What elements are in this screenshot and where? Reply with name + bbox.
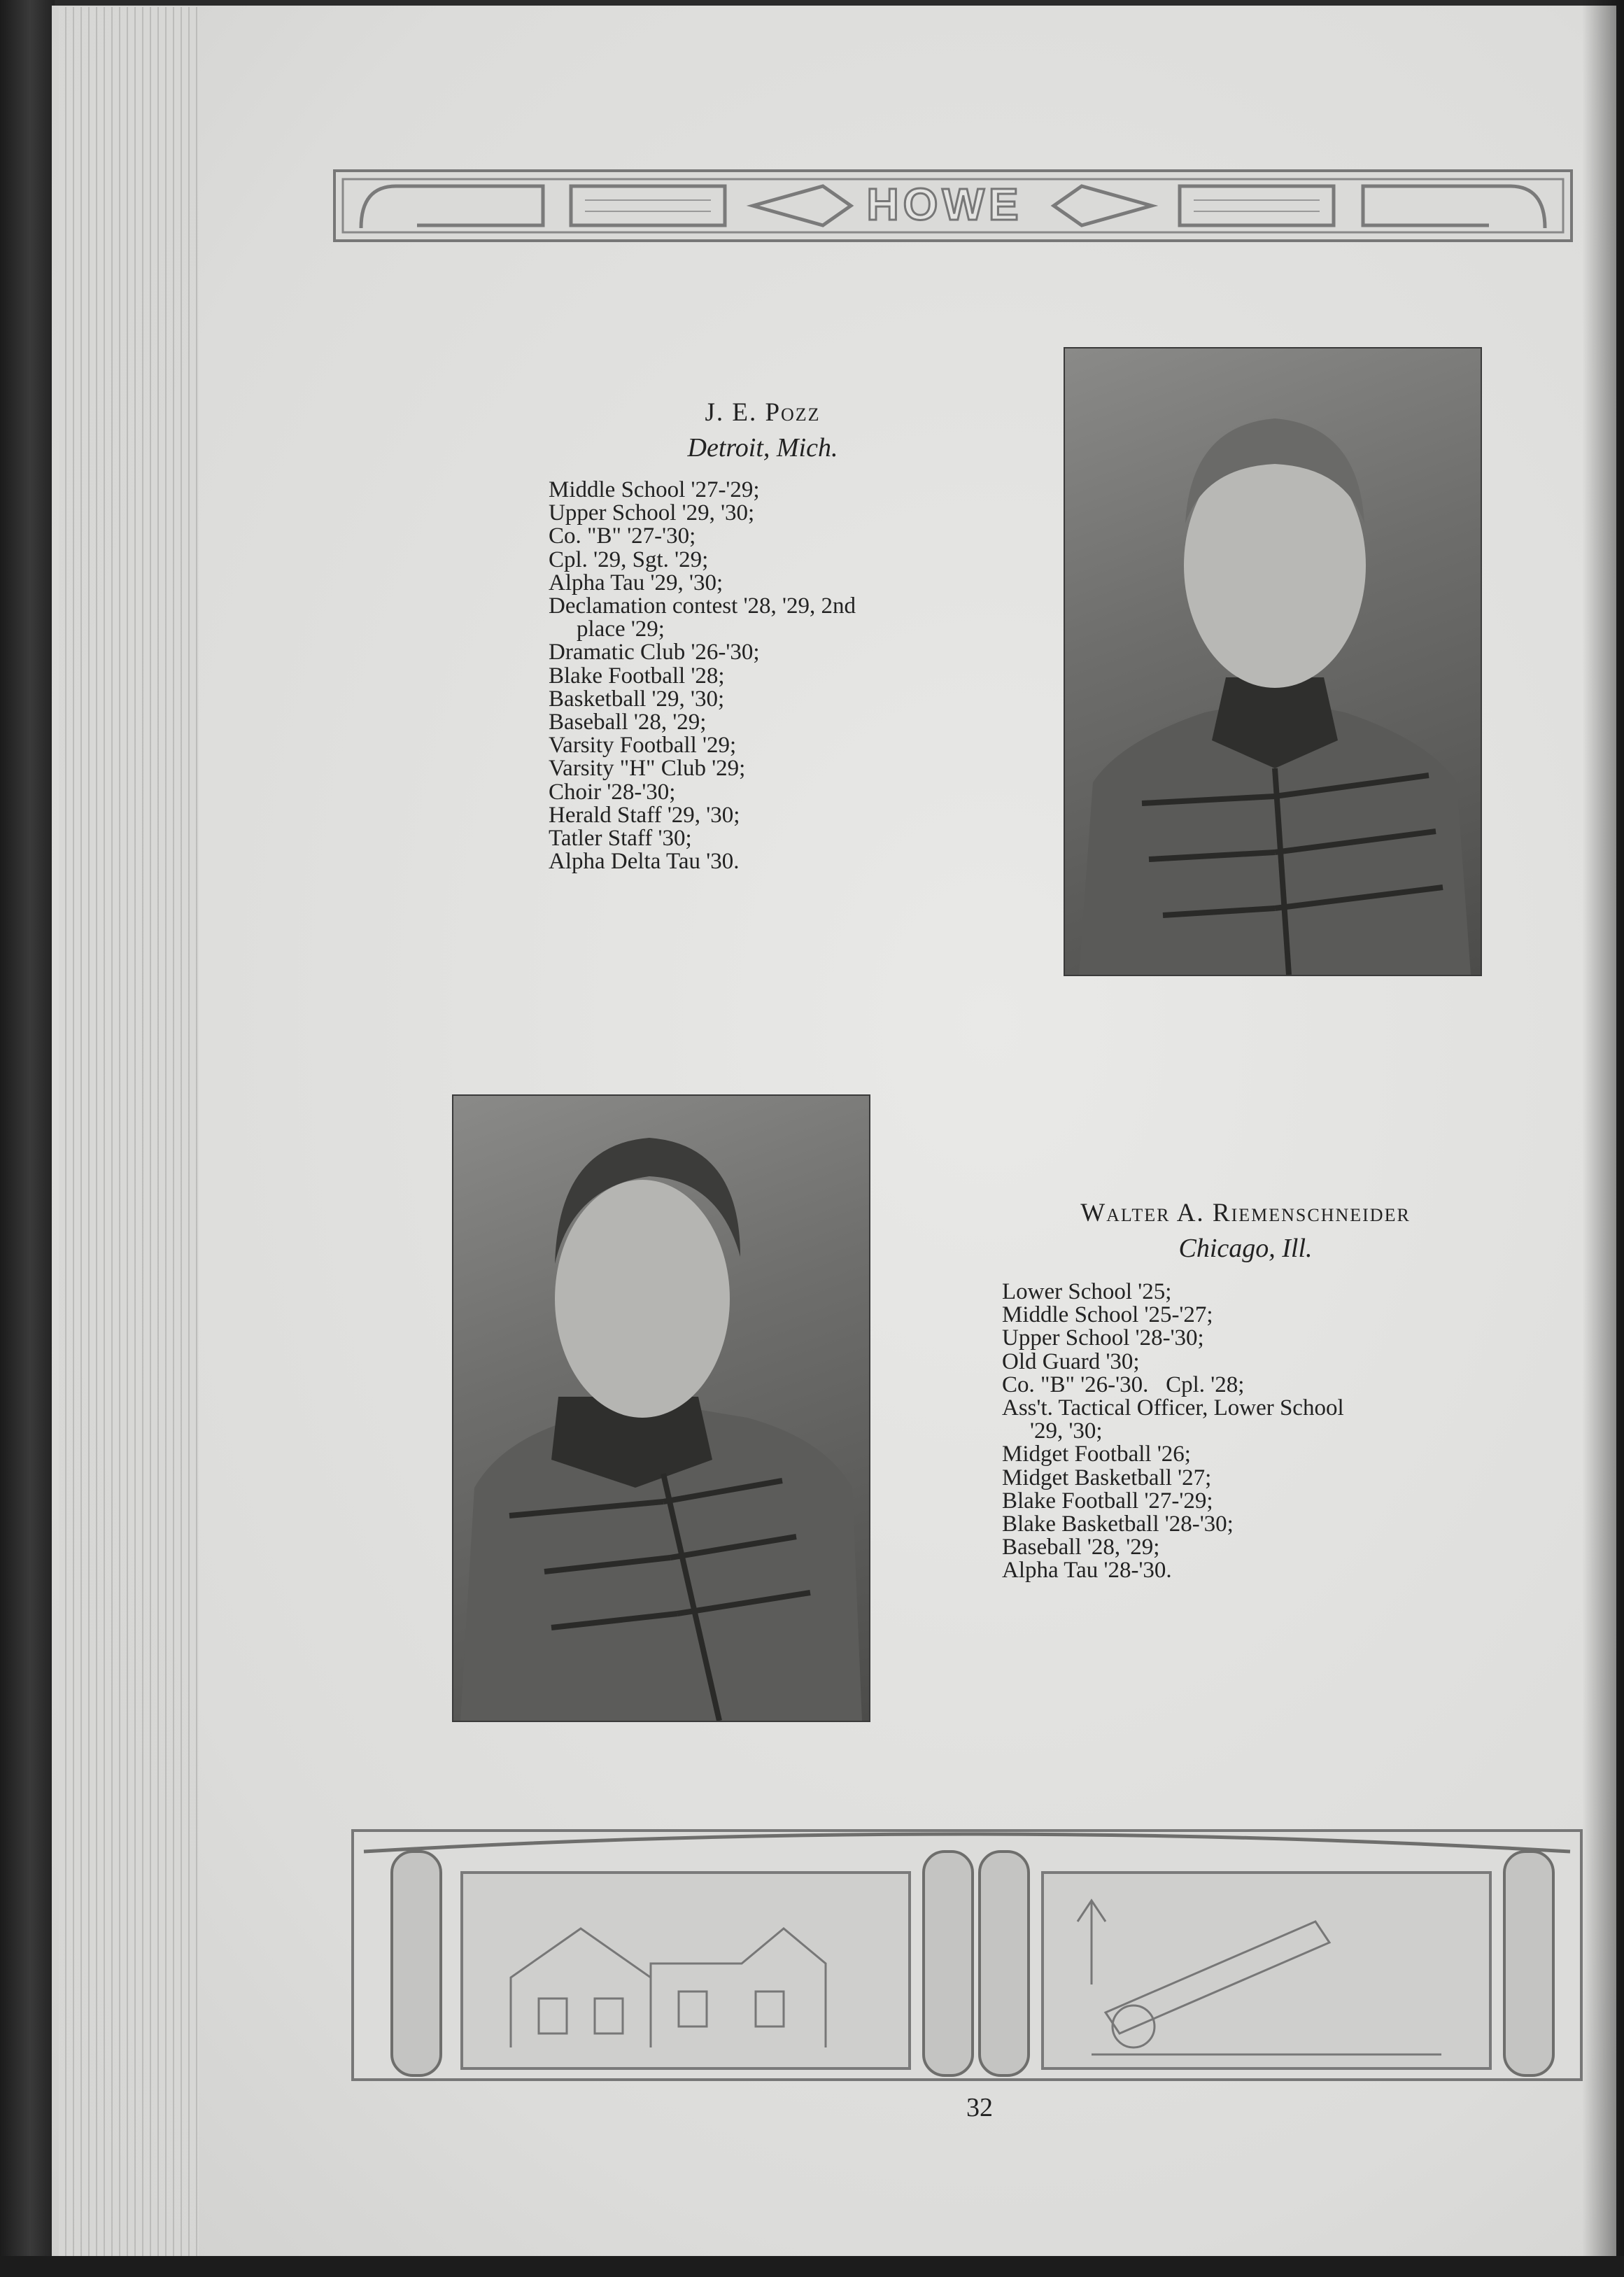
student-record-list [1002,1281,1492,1583]
bottom-edge-shadow [0,2256,1624,2277]
record-line: place '29; [577,616,665,642]
book-binding [0,0,55,2277]
record-line: Co. "B" '26-'30. Cpl. '28; [1002,1372,1245,1397]
student-hometown: Detroit, Mich. [687,433,838,463]
record-line: Midget Football '26; [1002,1441,1191,1467]
record-line: Middle School '27-'29; [549,477,760,502]
record-line: Declamation contest '28, '29, 2nd [549,593,856,619]
record-line: Baseball '28, '29; [1002,1535,1160,1560]
record-line: Alpha Tau '28-'30. [1002,1558,1172,1584]
record-line: Upper School '28-'30; [1002,1325,1204,1351]
record-line: Co. "B" '27-'30; [549,523,696,549]
record-line: Midget Basketball '27; [1002,1465,1212,1490]
record-line: Varsity Football '29; [549,733,737,759]
record-line: Herald Staff '29, '30; [549,802,740,828]
student-portrait [1064,347,1482,976]
record-line: Basketball '29, '30; [549,686,725,712]
page-number: 32 [966,2093,993,2122]
record-line: Varsity "H" Club '29; [549,756,746,782]
record-line: Middle School '25-'27; [1002,1302,1213,1328]
record-line: Alpha Tau '29, '30; [549,570,723,595]
student-name: Walter A. Riemenschneider [1080,1199,1411,1227]
record-line: Tatler Staff '30; [549,826,692,852]
record-line: Alpha Delta Tau '30. [549,849,740,875]
portrait-illustration [453,1096,869,1721]
header-title: HOWE [866,179,1023,230]
page-edges [59,7,199,2260]
student-hometown: Chicago, Ill. [1178,1234,1313,1263]
portrait-illustration [1065,348,1481,975]
record-line: Old Guard '30; [1002,1348,1140,1374]
record-line: Lower School '25; [1002,1279,1172,1304]
record-line: Upper School '29, '30; [549,500,755,526]
record-line: Ass't. Tactical Officer, Lower School [1002,1395,1344,1421]
student-record-list [549,479,968,873]
record-line: Baseball '28, '29; [549,710,707,735]
footer-ornament [350,1824,1584,2084]
record-line: Blake Football '27-'29; [1002,1488,1213,1514]
record-line: Blake Football '28; [549,663,725,689]
page-gutter-shadow [1582,0,1624,2277]
student-name: J. E. Pozz [705,398,821,427]
record-line: Choir '28-'30; [549,779,676,805]
student-portrait [452,1094,870,1722]
record-line: '29, '30; [1030,1418,1103,1444]
record-line: Blake Basketball '28-'30; [1002,1511,1234,1537]
record-line: Dramatic Club '26-'30; [549,640,760,665]
record-line: Cpl. '29, Sgt. '29; [549,547,709,572]
